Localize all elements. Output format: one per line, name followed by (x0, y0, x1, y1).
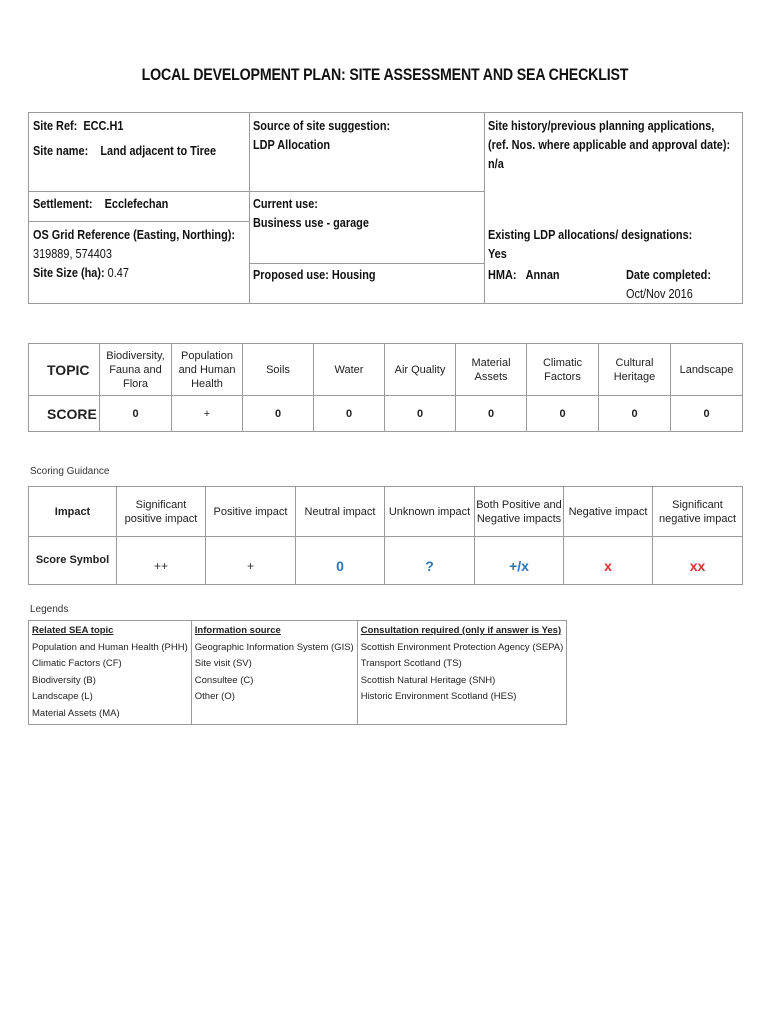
legends-table (28, 620, 567, 725)
site-ref: Site Ref: ECC.H1 (33, 118, 124, 133)
legends-caption: Legends (30, 604, 69, 615)
legend-item: Material Assets (MA) (32, 707, 120, 719)
existing-ldp-allocations: Existing LDP allocations/ designations: Yes (488, 227, 693, 261)
scoring-guidance-caption: Scoring Guidance (30, 466, 110, 477)
topic-header: Material Assets (456, 344, 527, 396)
legend-item: Historic Environment Scotland (HES) (360, 691, 517, 702)
legend-header: Consultation required (only if answer is Yes) (360, 625, 562, 636)
impact-cell: Both Positive and Negative impacts (475, 487, 564, 537)
legend-item: Population and Human Health (PHH) (32, 641, 188, 653)
impact-label: Impact (29, 487, 117, 537)
legend-item: Consultee (C) (194, 674, 254, 686)
proposed-use: Proposed use: Housing (253, 267, 376, 282)
legend-header: Related SEA topic (32, 625, 114, 636)
impact-cell: Negative impact (564, 487, 653, 537)
score-symbol: +/x (475, 537, 564, 585)
legend-column-sea-topic (29, 621, 192, 725)
hma: HMA: Annan (488, 267, 560, 282)
topic-header: Landscape (671, 344, 743, 396)
score-symbol: xx (653, 537, 743, 585)
legend-item: Biodiversity (B) (32, 674, 96, 686)
impact-cell: Positive impact (206, 487, 296, 537)
score-symbol: 0 (296, 537, 385, 585)
topic-header: Biodiversity, Fauna and Flora (100, 344, 172, 396)
site-history: Site history/previous planning applications, (ref. Nos. where applicable and approval date): n/a (488, 118, 731, 171)
score-value: 0 (671, 396, 743, 432)
impact-cell: Significant negative impact (653, 487, 743, 537)
score-value: 0 (599, 396, 671, 432)
score-symbol-label: Score Symbol (29, 537, 117, 585)
score-value: + (172, 396, 243, 432)
legend-item: Scottish Environment Protection Agency (SEPA) (360, 641, 564, 653)
legend-item: Other (O) (194, 691, 235, 702)
legend-item: Transport Scotland (TS) (360, 658, 462, 669)
score-value: 0 (100, 396, 172, 432)
legend-item: Geographic Information System (GIS) (194, 641, 354, 653)
impact-cell: Significant positive impact (117, 487, 206, 537)
current-use: Current use: Business use - garage (253, 196, 369, 230)
score-symbol: + (206, 537, 296, 585)
score-value: 0 (314, 396, 385, 432)
page-title: LOCAL DEVELOPMENT PLAN: SITE ASSESSMENT AND SEA CHECKLIST (141, 66, 629, 84)
score-value: 0 (243, 396, 314, 432)
impact-cell: Unknown impact (385, 487, 475, 537)
legend-item: Scottish Natural Heritage (SNH) (360, 674, 496, 686)
legend-header: Information source (194, 625, 281, 636)
settlement: Settlement: Ecclefechan (33, 196, 169, 211)
score-value: 0 (527, 396, 599, 432)
topic-header: Climatic Factors (527, 344, 599, 396)
score-row (29, 396, 743, 432)
legend-item: Site visit (SV) (194, 658, 252, 669)
topic-header: Soils (243, 344, 314, 396)
scoring-guidance-table (28, 486, 743, 585)
symbol-row (29, 537, 743, 585)
site-info-table (28, 112, 743, 304)
topic-header: Air Quality (385, 344, 456, 396)
topic-label: TOPIC (29, 344, 100, 396)
legend-item: Landscape (L) (32, 691, 93, 702)
topic-score-table (28, 343, 743, 432)
impact-row (29, 487, 743, 537)
legend-column-consultation (357, 621, 567, 725)
site-name: Site name: Land adjacent to Tiree (33, 143, 217, 158)
topic-header: Cultural Heritage (599, 344, 671, 396)
topic-row (29, 344, 743, 396)
topic-header: Population and Human Health (172, 344, 243, 396)
score-label: SCORE (29, 396, 100, 432)
score-value: 0 (385, 396, 456, 432)
os-grid-reference: OS Grid Reference (Easting, Northing): 319889, 574403 Site Size (ha): 0.47 (33, 227, 236, 280)
date-completed: Date completed: Oct/Nov 2016 (626, 267, 711, 301)
score-symbol: x (564, 537, 653, 585)
score-symbol: ++ (117, 537, 206, 585)
legend-item: Climatic Factors (CF) (32, 658, 122, 669)
legend-column-information-source (191, 621, 357, 725)
topic-header: Water (314, 344, 385, 396)
source-of-site: Source of site suggestion: LDP Allocation (253, 118, 391, 152)
score-value: 0 (456, 396, 527, 432)
impact-cell: Neutral impact (296, 487, 385, 537)
score-symbol: ? (385, 537, 475, 585)
